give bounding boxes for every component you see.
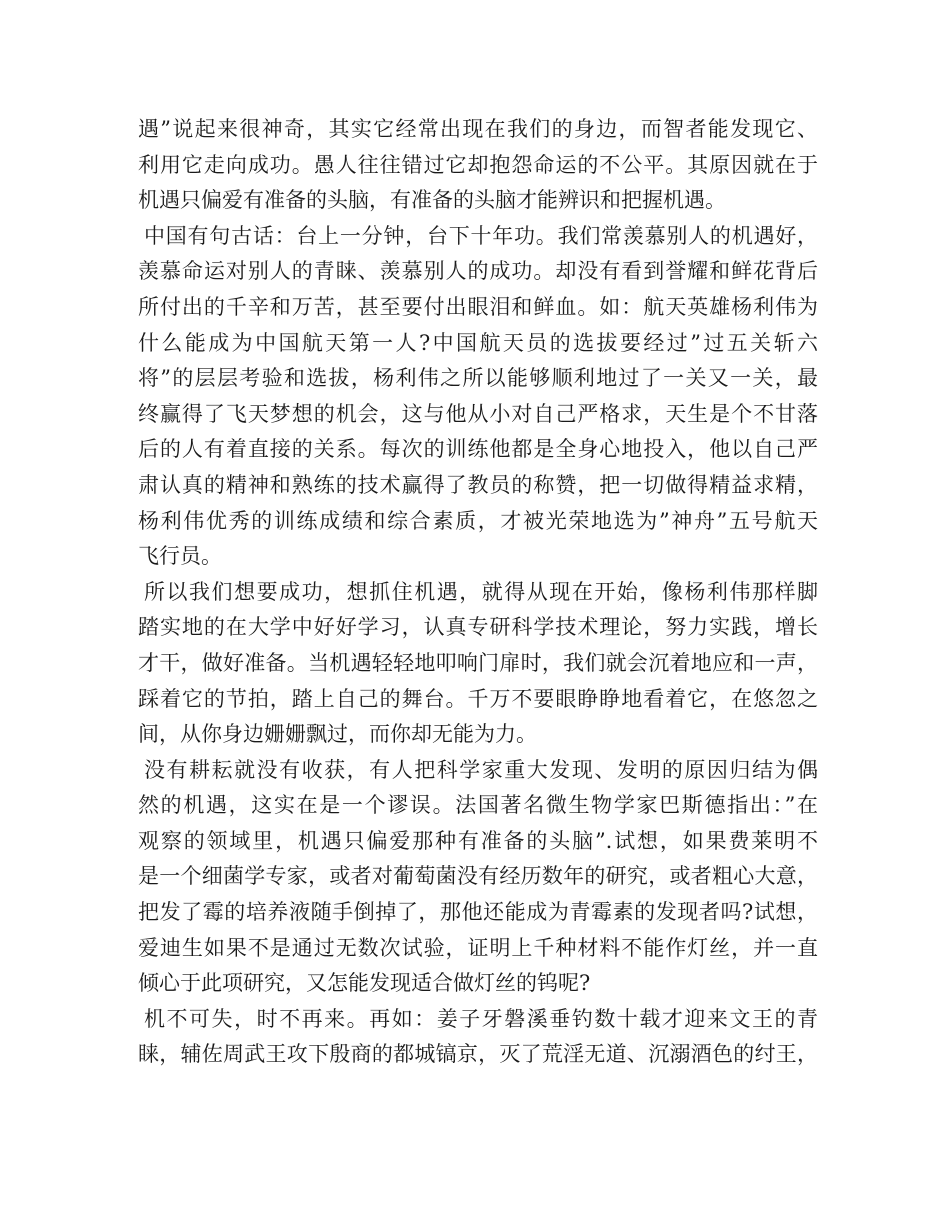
text-line: 间，从你身边姗姗飘过，而你却无能为力。 [138, 722, 537, 747]
text-line: 肃认真的精神和熟练的技术赢得了教员的称赞，把一切做得精益求精， [138, 472, 818, 497]
text-line: 观察的领域里，机遇只偏爱那种有准备的头脑”.试想，如果费莱明不 [138, 828, 818, 853]
text-line: 飞行员。 [138, 544, 222, 569]
text-line: 什么能成为中国航天第一人?中国航天员的选拔要经过”过五关斩六 [138, 330, 818, 355]
text-line: 没有耕耘就没有收获，有人把科学家重大发现、发明的原因归结为偶 [144, 757, 818, 782]
text-line: 踏实地的在大学中好好学习，认真专研科学技术理论，努力实践，增长 [138, 615, 818, 640]
text-line: 终赢得了飞天梦想的机会，这与他从小对自己严格求，天生是个不甘落 [138, 401, 818, 426]
text-line: 然的机遇，这实在是一个谬误。法国著名微生物学家巴斯德指出：”在 [138, 793, 818, 818]
text-line: 所以我们想要成功，想抓住机遇，就得从现在开始，像杨利伟那样脚 [144, 579, 818, 604]
text-line: 踩着它的节拍，踏上自己的舞台。千万不要眼睁睁地看着它，在悠忽之 [138, 686, 818, 711]
text-line: 杨利伟优秀的训练成绩和综合素质，才被光荣地选为”神舟”五号航天 [138, 508, 818, 533]
text-line: 机遇只偏爱有准备的头脑，有准备的头脑才能辨识和把握机遇。 [138, 188, 726, 213]
text-line: 爱迪生如果不是通过无数次试验，证明上千种材料不能作灯丝，并一直 [138, 935, 818, 960]
text-line: 把发了霉的培养液随手倒掉了，那他还能成为青霉素的发现者吗?试想， [138, 900, 818, 925]
text-line: 利用它走向成功。愚人往往错过它却抱怨命运的不公平。其原因就在于 [138, 152, 818, 177]
text-line: 是一个细菌学专家，或者对葡萄菌没有经历数年的研究，或者粗心大意， [138, 864, 818, 889]
text-line: 所付出的千辛和万苦，甚至要付出眼泪和鲜血。如：航天英雄杨利伟为 [138, 294, 818, 319]
text-line: 中国有句古话：台上一分钟，台下十年功。我们常羡慕别人的机遇好， [144, 223, 818, 248]
text-line: 倾心于此项研究，又怎能发现适合做灯丝的钨呢? [138, 971, 591, 996]
text-line: 遇”说起来很神奇，其实它经常出现在我们的身边，而智者能发现它、 [138, 117, 818, 141]
text-line: 机不可失，时不再来。再如：姜子牙磐溪垂钓数十载才迎来文王的青 [144, 1006, 818, 1031]
text-line: 将”的层层考验和选拔，杨利伟之所以能够顺利地过了一关又一关，最 [138, 366, 818, 391]
text-line: 才干，做好准备。当机遇轻轻地叩响门扉时，我们就会沉着地应和一声， [138, 650, 818, 675]
text-line: 后的人有着直接的关系。每次的训练他都是全身心地投入，他以自己严 [138, 437, 818, 462]
text-line: 羡慕命运对别人的青睐、羡慕别人的成功。却没有看到誉耀和鲜花背后 [138, 259, 818, 284]
body-text [138, 112, 818, 1073]
text-line: 睐，辅佐周武王攻下殷商的都城镐京，灭了荒淫无道、沉溺酒色的纣王， [138, 1042, 818, 1067]
